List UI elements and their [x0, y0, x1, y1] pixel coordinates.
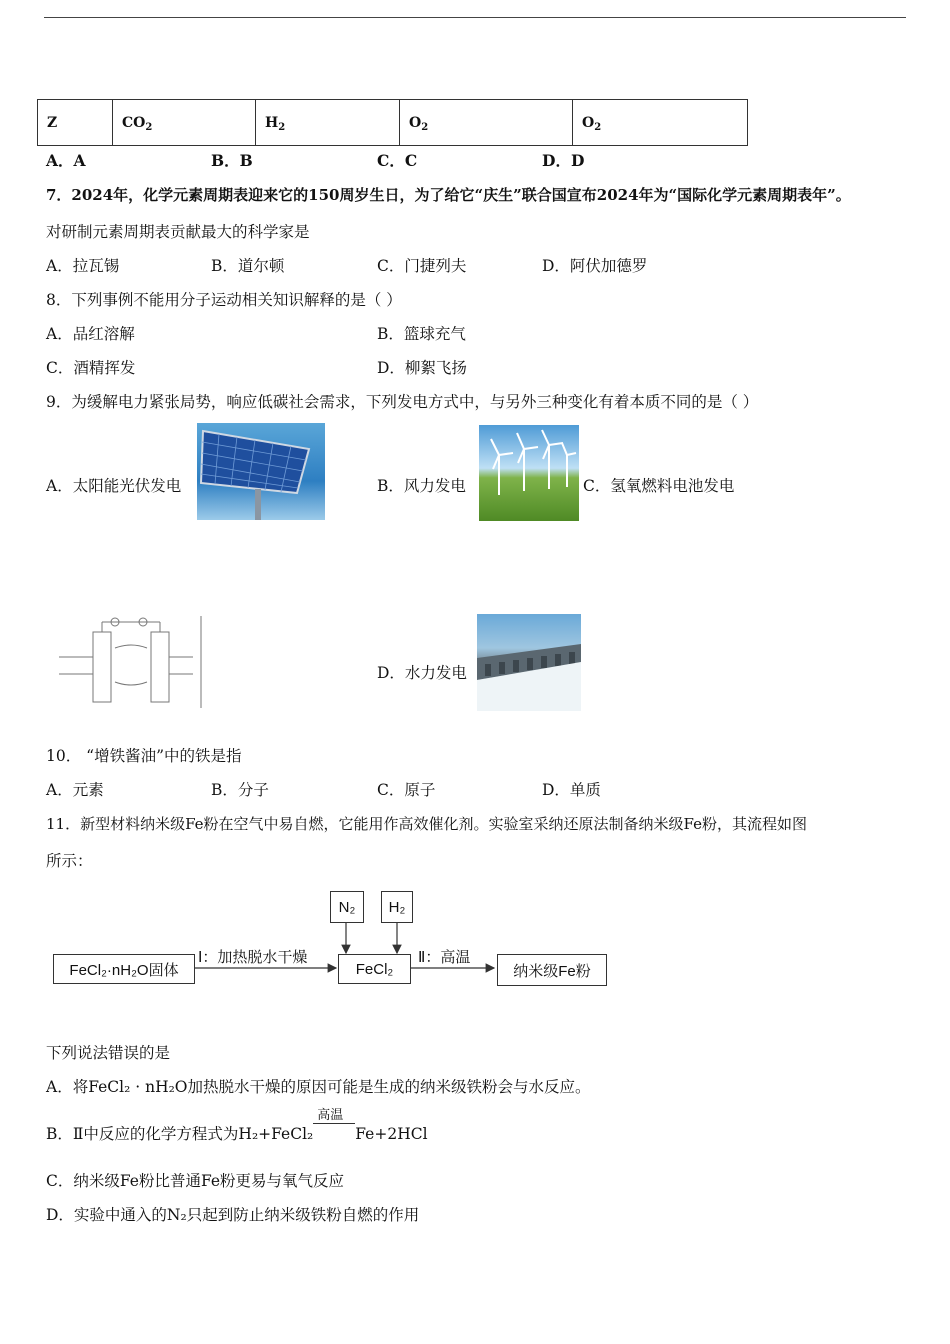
q11-option-b-right: Fe+2HCl: [355, 1125, 428, 1143]
flow-start-box: FeCl₂·nH₂O固体: [53, 954, 195, 984]
table-cell: $H_2$: [256, 100, 400, 146]
q10-stem: 10． “增铁酱油”中的铁是指: [46, 747, 242, 765]
q11-stem-line2: 所示：: [46, 852, 93, 870]
q10-option-a[interactable]: A．元素: [46, 781, 104, 799]
q11-stem-line1: 11．新型材料纳米级Fe粉在空气中易自燃，它能用作高效催化剂。实验室采纳还原法制备纳米级Fe粉，其流程如图: [46, 815, 808, 833]
flow-h2-box: H₂: [381, 891, 413, 923]
q8-option-b[interactable]: B．篮球充气: [377, 325, 466, 343]
q10-option-b[interactable]: B．分子: [211, 781, 269, 799]
q9-option-a[interactable]: A．太阳能光伏发电: [46, 477, 182, 495]
flow-step1-label: Ⅰ：加热脱水干燥: [198, 949, 308, 966]
table-cell: $CO_2$: [113, 100, 256, 146]
q11-option-d[interactable]: D．实验中通入的N₂只起到防止纳米级铁粉自燃的作用: [46, 1206, 420, 1224]
reaction-condition-label: 高温: [317, 1108, 344, 1123]
flow-middle-box: FeCl₂: [338, 954, 411, 984]
flow-end-box: 纳米级Fe粉: [497, 954, 607, 986]
q6-option-d[interactable]: D．D: [542, 151, 585, 170]
table-cell: $O_2$: [573, 100, 748, 146]
q11-option-b[interactable]: [46, 1108, 428, 1144]
q9-option-b[interactable]: B．风力发电: [377, 477, 466, 495]
q7-stem-line1: 7．2024年，化学元素周期表迎来它的150周岁生日，为了给它“庆生”联合国宣布2024年为“国际化学元素周期表年”。: [46, 186, 851, 204]
q7-option-b[interactable]: B．道尔顿: [211, 257, 285, 275]
q7-option-a[interactable]: A．拉瓦锡: [46, 257, 120, 275]
q11-option-c[interactable]: C．纳米级Fe粉比普通Fe粉更易与氧气反应: [46, 1172, 345, 1190]
q7-stem-line2: 对研制元素周期表贡献最大的科学家是: [46, 223, 310, 241]
flow-step2-label: Ⅱ：高温: [418, 949, 471, 966]
q9-option-d[interactable]: D．水力发电: [377, 664, 467, 682]
q6-option-a[interactable]: A．A: [46, 151, 86, 170]
q11-question: 下列说法错误的是: [46, 1044, 171, 1062]
q10-option-d[interactable]: D．单质: [542, 781, 601, 799]
reaction-condition: [313, 1108, 355, 1144]
q10-option-c[interactable]: C．原子: [377, 781, 436, 799]
q11-option-a[interactable]: A．将FeCl₂ · nH₂O加热脱水干燥的原因可能是生成的纳米级铁粉会与水反应。: [46, 1078, 591, 1096]
q9-option-c[interactable]: C．氢氧燃料电池发电: [583, 477, 735, 495]
table-cell: $O_2$: [400, 100, 573, 146]
q6-option-c[interactable]: C．C: [377, 151, 418, 170]
q7-option-d[interactable]: D．阿伏加德罗: [542, 257, 648, 275]
q6-option-b[interactable]: B．B: [211, 151, 253, 170]
q9-stem: 9．为缓解电力紧张局势，响应低碳社会需求，下列发电方式中，与另外三种变化有着本质不同的是（ ）: [46, 393, 759, 411]
reaction-line: [313, 1123, 355, 1124]
q8-option-d[interactable]: D．柳絮飞扬: [377, 359, 467, 377]
table-cell: Z: [38, 100, 113, 146]
q11-option-b-left: B．Ⅱ中反应的化学方程式为H₂+FeCl₂: [46, 1125, 314, 1143]
q7-option-c[interactable]: C．门捷列夫: [377, 257, 467, 275]
q8-stem: 8．下列事例不能用分子运动相关知识解释的是（ ）: [46, 291, 402, 309]
q8-option-c[interactable]: C．酒精挥发: [46, 359, 136, 377]
flow-n2-box: N₂: [330, 891, 364, 923]
q8-option-a[interactable]: A．品红溶解: [46, 325, 135, 343]
